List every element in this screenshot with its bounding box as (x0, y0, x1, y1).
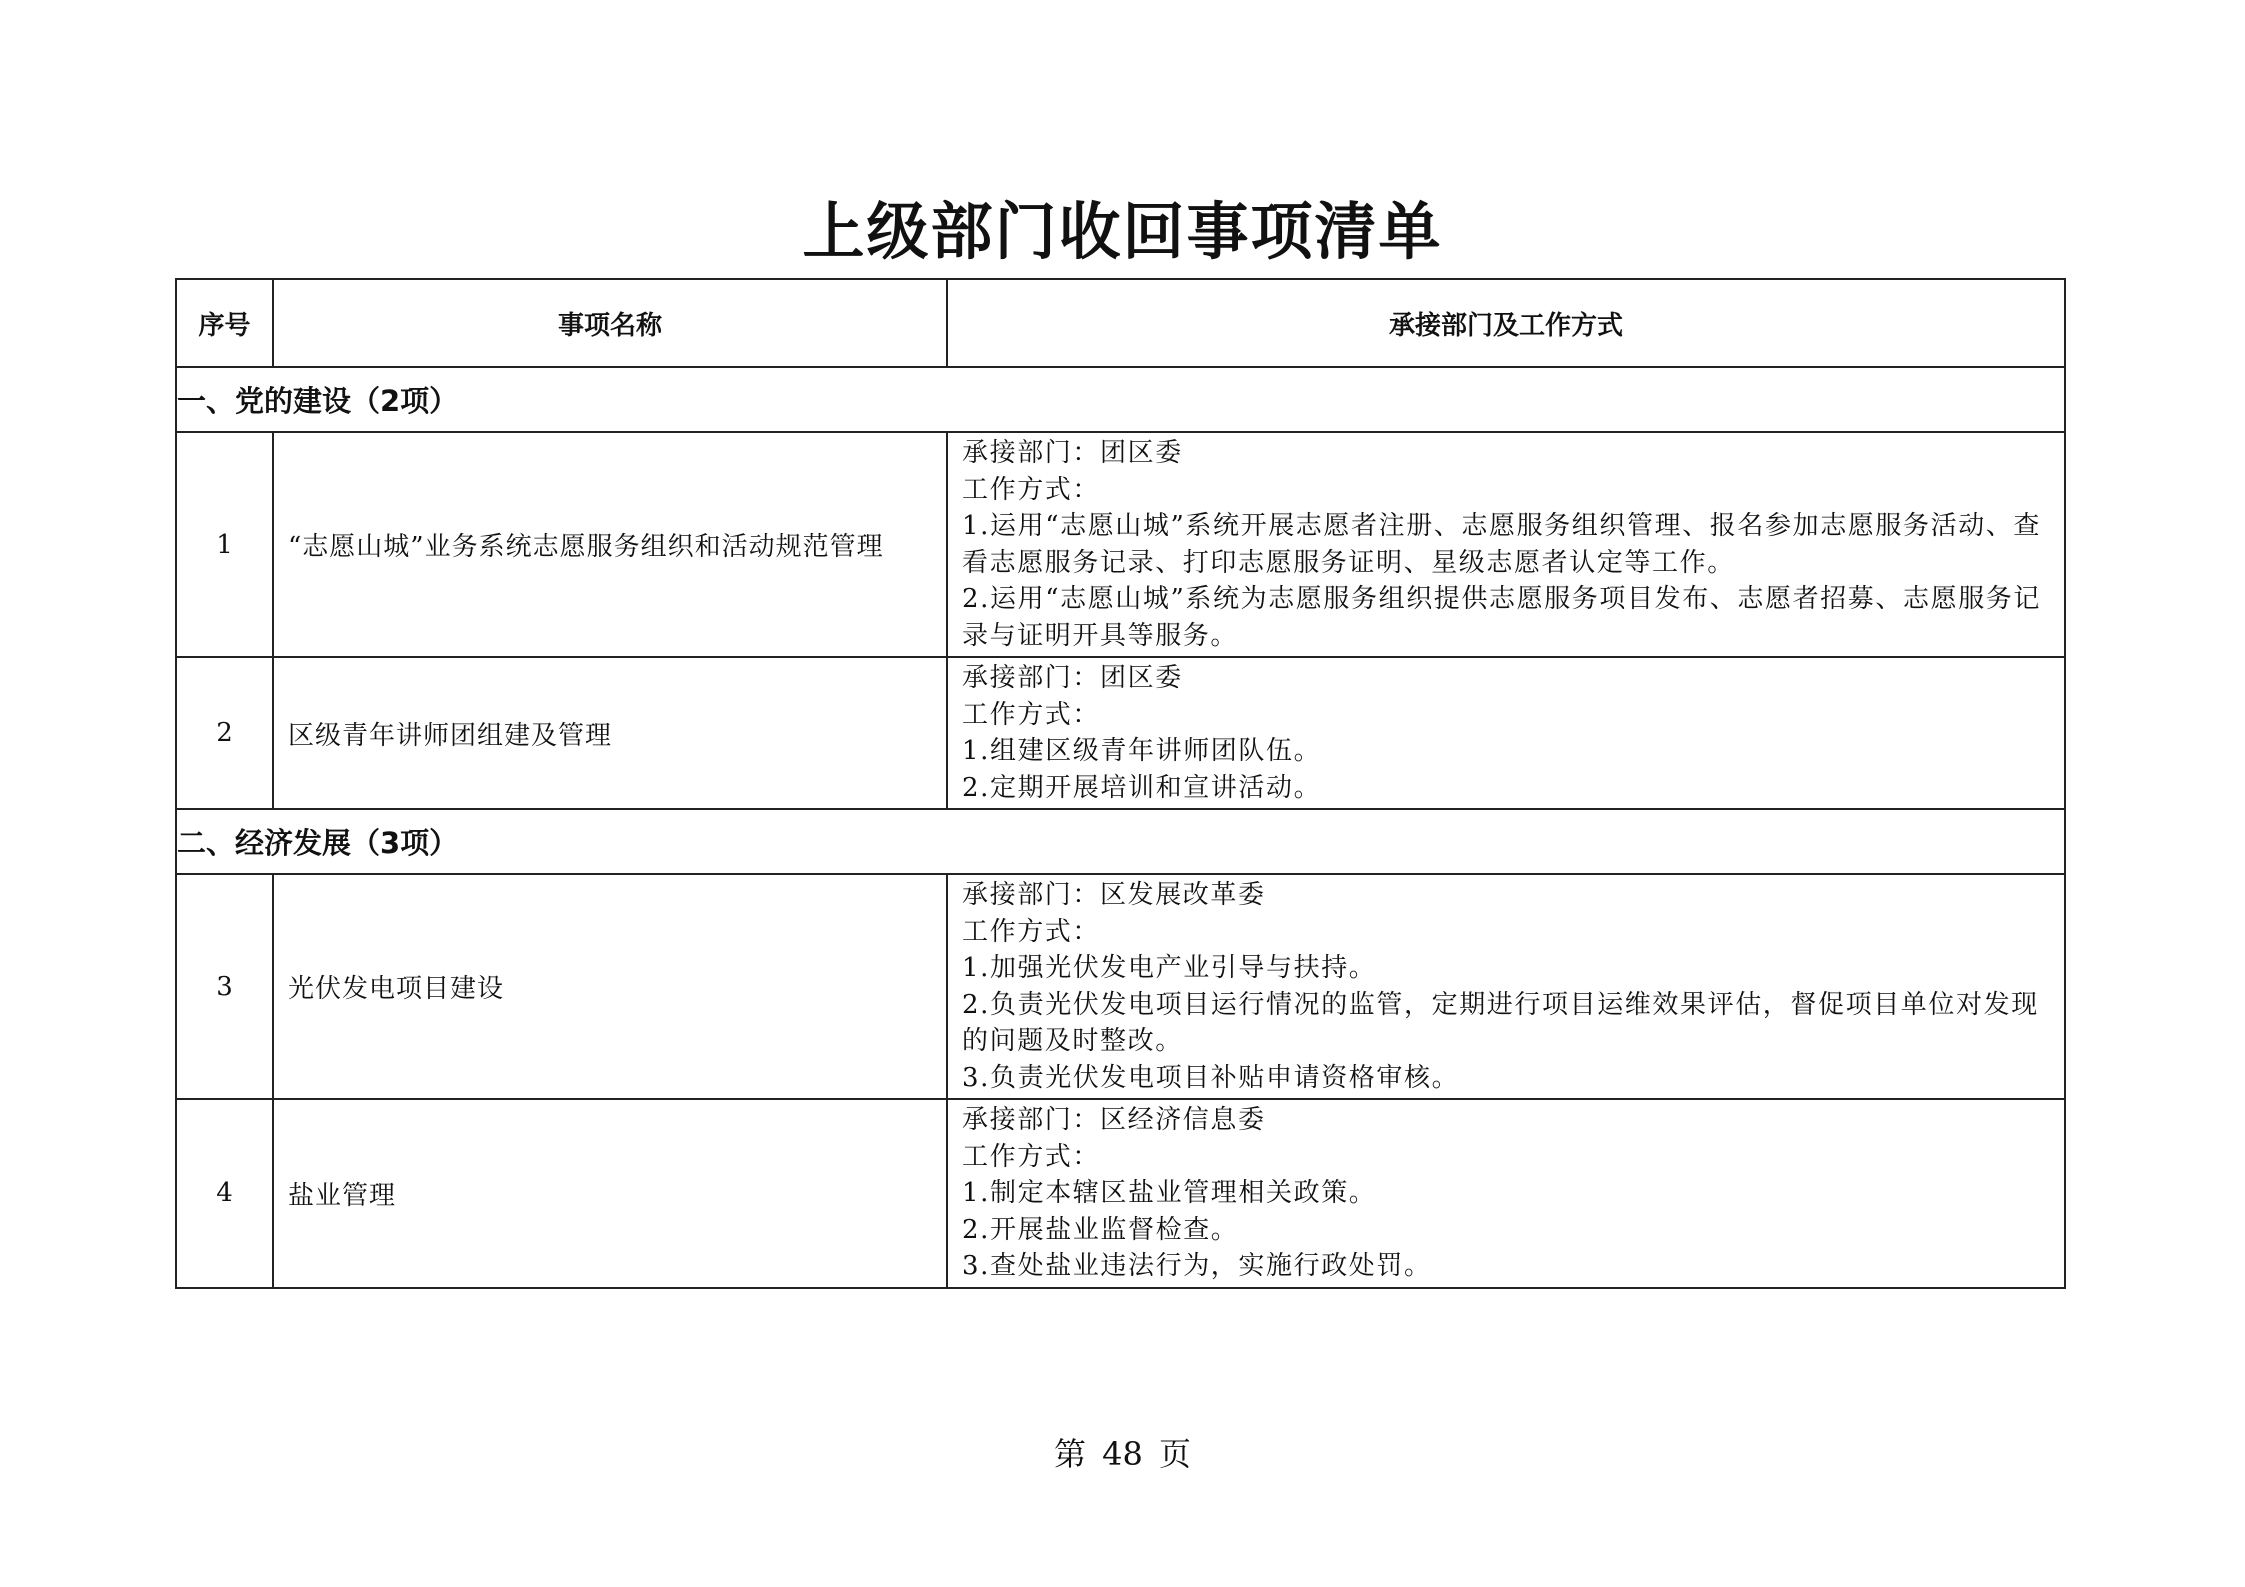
header-index: 序号 (176, 279, 273, 367)
info-line: 工作方式： (962, 1141, 1101, 1172)
section-title: 一、党的建设（2项） (176, 367, 2065, 432)
section-row (176, 367, 2065, 432)
table-row (176, 1099, 2065, 1288)
item-dept-method (947, 657, 2065, 809)
info-line: 承接部门：团区委 (962, 663, 1183, 693)
info-line: 2.定期开展培训和宣讲活动。 (962, 772, 1322, 803)
items-table (175, 278, 2066, 1289)
section-title: 二、经济发展（3项） (176, 809, 2065, 874)
info-line: 承接部门：区经济信息委 (962, 1105, 1266, 1135)
info-line: 2.负责光伏发电项目运行情况的监管，定期进行项目运维效果评估，督促项目单位对发现的问题及时整改。 (962, 989, 2039, 1056)
table-header-row (176, 279, 2065, 367)
info-line: 1.制定本辖区盐业管理相关政策。 (962, 1178, 1377, 1208)
info-line: 1.组建区级青年讲师团队伍。 (962, 736, 1322, 766)
info-line: 2.开展盐业监督检查。 (962, 1214, 1239, 1245)
header-item-name: 事项名称 (273, 279, 947, 367)
info-line: 1.加强光伏发电产业引导与扶持。 (962, 953, 1377, 983)
info-line: 工作方式： (962, 699, 1101, 730)
table-row (176, 874, 2065, 1099)
item-index: 3 (176, 874, 273, 1099)
item-index: 4 (176, 1099, 273, 1288)
page-number: 第 48 页 (1053, 1435, 1192, 1473)
document-title: 上级部门收回事项清单 (802, 195, 1443, 268)
item-name: “志愿山城”业务系统志愿服务组织和活动规范管理 (273, 432, 947, 657)
info-line: 工作方式： (962, 474, 1101, 505)
item-name: 区级青年讲师团组建及管理 (273, 657, 947, 809)
table-row (176, 657, 2065, 809)
section-row (176, 809, 2065, 874)
info-line: 3.查处盐业违法行为，实施行政处罚。 (962, 1251, 1432, 1281)
info-line: 工作方式： (962, 916, 1101, 947)
item-index: 1 (176, 432, 273, 657)
info-line: 2.运用“志愿山城”系统为志愿服务组织提供志愿服务项目发布、志愿者招募、志愿服务记录与证明开具等服务。 (962, 584, 2041, 651)
item-name: 光伏发电项目建设 (273, 874, 947, 1099)
item-dept-method (947, 1099, 2065, 1288)
item-index: 2 (176, 657, 273, 809)
item-dept-method (947, 874, 2065, 1099)
info-line: 承接部门：团区委 (962, 438, 1183, 468)
info-line: 1.运用“志愿山城”系统开展志愿者注册、志愿服务组织管理、报名参加志愿服务活动、查看志愿服务记录、打印志愿服务证明、星级志愿者认定等工作。 (962, 511, 2041, 578)
item-dept-method (947, 432, 2065, 657)
info-line: 3.负责光伏发电项目补贴申请资格审核。 (962, 1062, 1460, 1093)
item-name: 盐业管理 (273, 1099, 947, 1288)
info-line: 承接部门：区发展改革委 (962, 880, 1266, 910)
table-row (176, 432, 2065, 657)
header-dept-method: 承接部门及工作方式 (947, 279, 2065, 367)
